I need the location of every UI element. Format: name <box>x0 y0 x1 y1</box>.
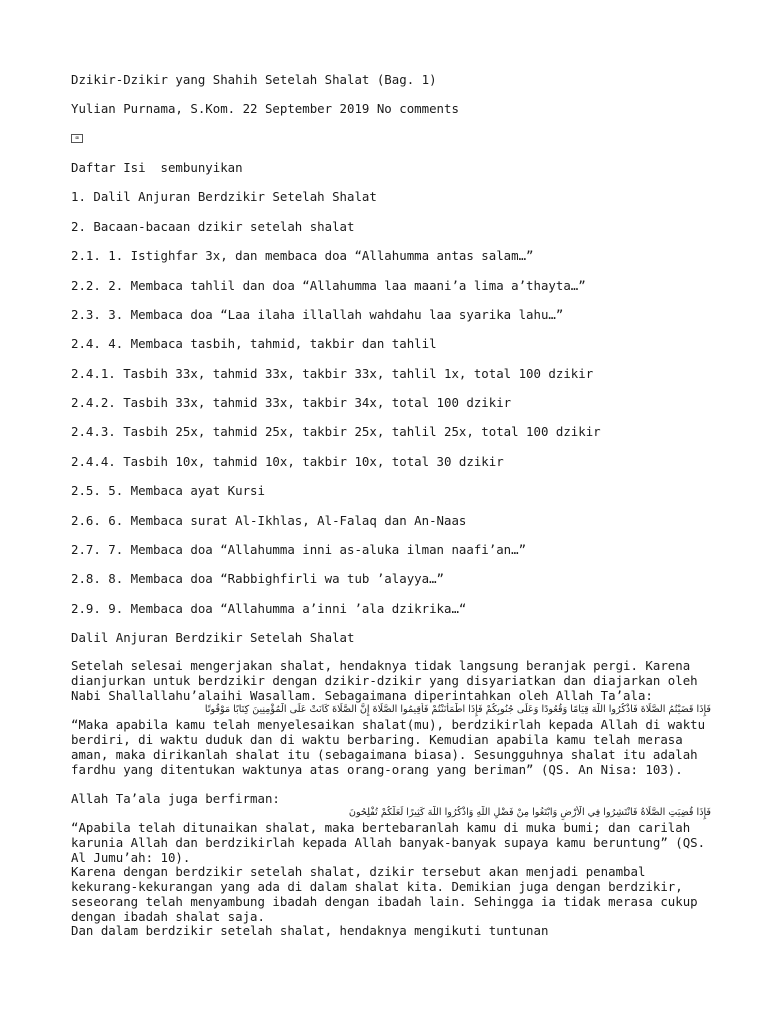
toc-item[interactable]: 1. Dalil Anjuran Berdzikir Setelah Shalat <box>71 189 377 204</box>
toc-item[interactable]: 2.4.3. Tasbih 25x, tahmid 25x, takbir 25x, tahlil 25x, total 100 dzikir <box>71 424 601 439</box>
toc-item[interactable]: 2.7. 7. Membaca doa “Allahumma inni as-aluka ilman naafi’an…” <box>71 542 527 557</box>
toc-item[interactable]: 2.4.1. Tasbih 33x, tahmid 33x, takbir 33x, tahlil 1x, total 100 dzikir <box>71 366 594 381</box>
toc-item[interactable]: 2. Bacaan-bacaan dzikir setelah shalat <box>71 219 355 234</box>
section-heading: Dalil Anjuran Berdzikir Setelah Shalat <box>71 630 355 645</box>
byline: Yulian Purnama, S.Kom. 22 September 2019 No comments <box>71 101 459 116</box>
toc-item[interactable]: 2.2. 2. Membaca tahlil dan doa “Allahumma laa maani’a lima a’thayta…” <box>71 278 586 293</box>
body-paragraph: Setelah selesai mengerjakan shalat, hendaknya tidak langsung beranjak pergi. Karena dianjurkan untuk berdzikir dengan dzikir-dzikir yang disyariatkan dan diajarkan oleh Nabi Shallallahu’alaihi Wasallam. Sebagaimana diperintahkan oleh Allah Ta’ala: <box>71 658 698 703</box>
body-paragraph: “Maka apabila kamu telah menyelesaikan shalat(mu), berdzikirlah kepada Allah di waktu berdiri, di waktu duduk dan di waktu berbaring. Kemudian apabila kamu telah merasa aman, maka dirikanlah shalat itu (sebagaimana biasa). Sesungguhnya shalat itu adalah fardhu yang ditentukan waktunya atas orang-orang yang beriman” (QS. An Nisa: 103). <box>71 717 706 777</box>
arabic-verse: فَإِذَا قُضِيَتِ الصَّلَاةُ فَانْتَشِرُوا فِي الْأَرْضِ وَابْتَغُوا مِنْ فَضْلِ اللَّهِ وَاذْكُرُوا اللَّهَ كَثِيرًا لَعَلَّكُمْ تُفْلِحُونَ <box>348 807 711 818</box>
toc-item[interactable]: 2.3. 3. Membaca doa “Laa ilaha illallah wahdahu laa syarika lahu…” <box>71 307 564 322</box>
broken-image-icon: ⌧ <box>71 134 83 143</box>
body-paragraph: Karena dengan berdzikir setelah shalat, dzikir tersebut akan menjadi penambal kekurang-kekurangan yang ada di dalam shalat kita. Demikian juga dengan berdzikir, seseorang telah menyambung ibadah dengan ibadah lain. Sehingga ia tidak merasa cukup dengan ibadah shalat saja. <box>71 864 698 924</box>
toc-item[interactable]: 2.4.2. Tasbih 33x, tahmid 33x, takbir 34x, total 100 dzikir <box>71 395 512 410</box>
toc-item[interactable]: 2.6. 6. Membaca surat Al-Ikhlas, Al-Falaq dan An-Naas <box>71 513 467 528</box>
toc-heading: Daftar Isi sembunyikan <box>71 160 243 175</box>
page-title: Dzikir-Dzikir yang Shahih Setelah Shalat (Bag. 1) <box>71 72 437 87</box>
toc-item[interactable]: 2.5. 5. Membaca ayat Kursi <box>71 483 265 498</box>
body-paragraph: Dan dalam berdzikir setelah shalat, hendaknya mengikuti tuntunan <box>71 923 549 938</box>
toc-item[interactable]: 2.8. 8. Membaca doa “Rabbighfirli wa tub ’alayya…” <box>71 571 444 586</box>
toc-item[interactable]: 2.9. 9. Membaca doa “Allahumma a’inni ’ala dzikrika…“ <box>71 601 467 616</box>
arabic-verse: فَإِذَا قَضَيْتُمُ الصَّلَاةَ فَاذْكُرُوا اللَّهَ قِيَامًا وَقُعُودًا وَعَلَى جُنُوبِكُمْ فَإِذَا اطْمَأْنَنْتُمْ فَأَقِيمُوا الصَّلَاةَ إِنَّ الصَّلَاةَ كَانَتْ عَلَى الْمُؤْمِنِينَ كِتَابًا مَوْقُوتًا <box>204 704 711 715</box>
toc-item[interactable]: 2.4. 4. Membaca tasbih, tahmid, takbir dan tahlil <box>71 336 437 351</box>
body-paragraph: Allah Ta’ala juga berfirman: <box>71 791 280 806</box>
toc-item[interactable]: 2.4.4. Tasbih 10x, tahmid 10x, takbir 10x, total 30 dzikir <box>71 454 504 469</box>
toc-item[interactable]: 2.1. 1. Istighfar 3x, dan membaca doa “Allahumma antas salam…” <box>71 248 534 263</box>
body-paragraph: “Apabila telah ditunaikan shalat, maka bertebaranlah kamu di muka bumi; dan carilah karunia Allah dan berdzikirlah kepada Allah banyak-banyak supaya kamu beruntung” (QS. Al Jumu’ah: 10). <box>71 820 706 865</box>
